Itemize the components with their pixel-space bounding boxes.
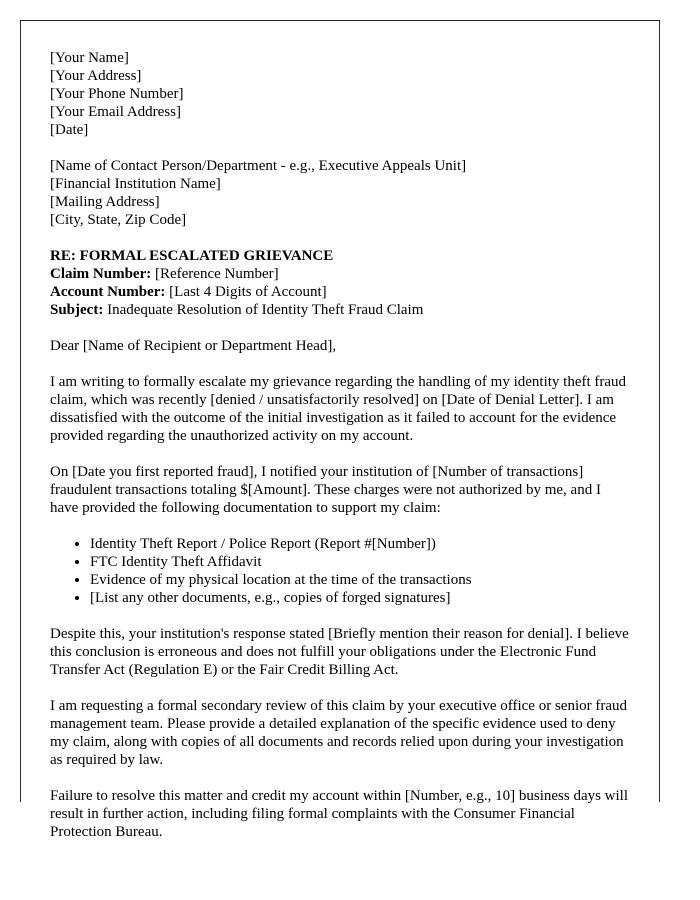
re-block: [50, 247, 630, 319]
sender-block: [50, 49, 630, 139]
claim-number-line: [50, 265, 630, 283]
list-item: • [List any other documents, e.g., copies of forged signatures]: [90, 589, 630, 607]
list-item: • Evidence of my physical location at the time of the transactions: [90, 571, 630, 589]
claim-number-value: [Reference Number]: [151, 266, 279, 282]
recipient-contact: [Name of Contact Person/Department - e.g., Executive Appeals Unit]: [50, 158, 467, 174]
recipient-institution: [Financial Institution Name]: [50, 176, 221, 192]
paragraph-escalation: I am writing to formally escalate my grievance regarding the handling of my identity theft fraud claim, which was recently [denied / unsatisfactorily resolved] on [Date of Denial Letter]. I am dissatisfied with the outcome of the initial investigation as it failed to account for the evidence provided regarding the unauthorized activity on my account.: [50, 374, 627, 444]
sender-email: [Your Email Address]: [50, 104, 181, 120]
recipient-block: [50, 157, 630, 229]
subject-value: Inadequate Resolution of Identity Theft Fraud Claim: [103, 302, 424, 318]
list-item: • FTC Identity Theft Affidavit: [90, 553, 630, 571]
paragraph-review-request: I am requesting a formal secondary review of this claim by your executive office or senior fraud management team. Please provide a detailed explanation of the specific evidence used to deny my claim, along with copies of all documents and records relied upon during your investigation as required by law.: [50, 698, 628, 768]
list-item: • Identity Theft Report / Police Report (Report #[Number]): [90, 535, 630, 553]
letter-page: [20, 20, 660, 840]
account-number-value: [Last 4 Digits of Account]: [165, 284, 327, 300]
salutation: Dear [Name of Recipient or Department Head],: [50, 338, 337, 354]
paragraph-further-action: Failure to resolve this matter and credit my account within [Number, e.g., 10] business days will result in further action, including filing formal complaints with the Consumer Financial Protection Bureau.: [50, 788, 629, 840]
recipient-city-state-zip: [City, State, Zip Code]: [50, 212, 187, 228]
claim-number-label: Claim Number:: [50, 266, 152, 282]
recipient-mailing-address: [Mailing Address]: [50, 194, 160, 210]
sender-phone: [Your Phone Number]: [50, 86, 184, 102]
subject-line: [50, 301, 630, 319]
paragraph-fraud-report: On [Date you first reported fraud], I notified your institution of [Number of transactions] fraudulent transactions totaling $[Amount]. These charges were not authorized by me, and I have provided the following documentation to support my claim:: [50, 464, 601, 516]
account-number-label: Account Number:: [50, 284, 166, 300]
sender-address: [Your Address]: [50, 68, 142, 84]
re-title: RE: FORMAL ESCALATED GRIEVANCE: [50, 248, 334, 264]
documents-list: [50, 535, 630, 607]
paragraph-denial-response: Despite this, your institution's response stated [Briefly mention their reason for denial]. I believe this conclusion is erroneous and does not fulfill your obligations under the Electronic Fund Transfer Act (Regulation E) or the Fair Credit Billing Act.: [50, 626, 629, 678]
sender-name: [Your Name]: [50, 50, 129, 66]
account-number-line: [50, 283, 630, 301]
sender-date: [Date]: [50, 122, 89, 138]
subject-label: Subject:: [50, 302, 104, 318]
